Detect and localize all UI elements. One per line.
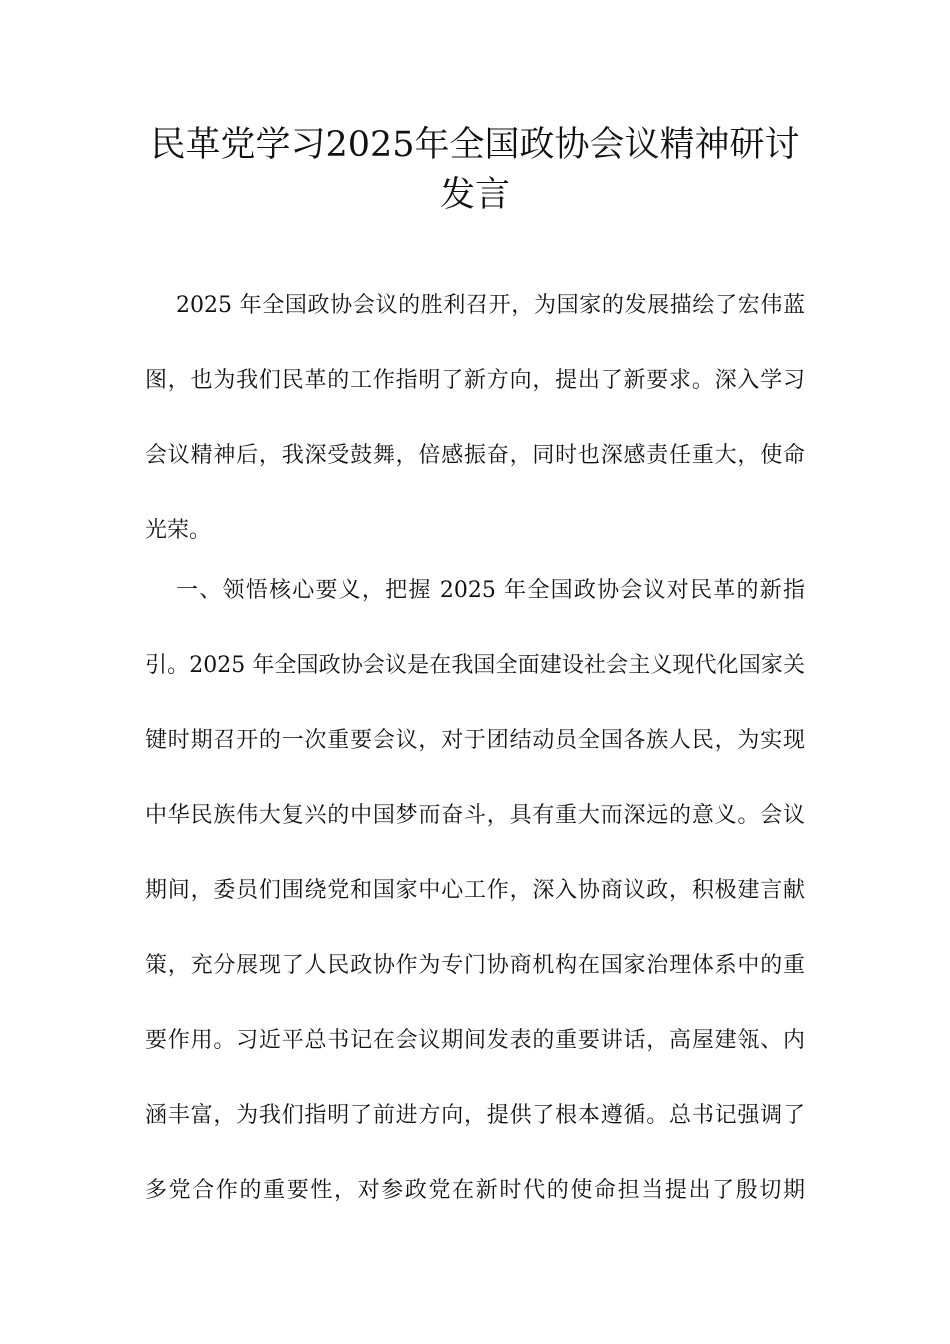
text-line: 光荣。: [145, 518, 212, 543]
text-line: 多党合作的重要性，对参政党在新时代的使命担当提出了殷切期: [145, 1178, 805, 1203]
text-line: 涵丰富，为我们指明了前进方向，提供了根本遵循。总书记强调了: [145, 1103, 805, 1128]
paragraph-intro: [145, 268, 805, 568]
text-line: 要作用。习近平总书记在会议期间发表的重要讲话，高屋建瓴、内: [145, 1028, 805, 1053]
paragraph-section-1: [145, 553, 805, 1228]
text-line: 会议精神后，我深受鼓舞，倍感振奋，同时也深感责任重大，使命: [145, 443, 805, 468]
text-line: 2025 年全国政协会议的胜利召开，为国家的发展描绘了宏伟蓝: [176, 293, 805, 318]
text-line: 图，也为我们民革的工作指明了新方向，提出了新要求。深入学习: [145, 368, 805, 393]
document-title-line-1: 民革党学习2025年全国政协会议精神研讨: [150, 125, 800, 165]
text-line: 期间，委员们围绕党和国家中心工作，深入协商议政，积极建言献: [145, 878, 805, 903]
text-line: 键时期召开的一次重要会议，对于团结动员全国各族人民，为实现: [145, 728, 805, 753]
document-title-line-2: 发言: [439, 175, 510, 215]
text-line: 引。2025 年全国政协会议是在我国全面建设社会主义现代化国家关: [145, 653, 805, 678]
text-line: 中华民族伟大复兴的中国梦而奋斗，具有重大而深远的意义。会议: [145, 803, 805, 828]
text-line: 策，充分展现了人民政协作为专门协商机构在国家治理体系中的重: [145, 953, 805, 978]
text-line: 一、领悟核心要义，把握 2025 年全国政协会议对民革的新指: [176, 578, 805, 603]
